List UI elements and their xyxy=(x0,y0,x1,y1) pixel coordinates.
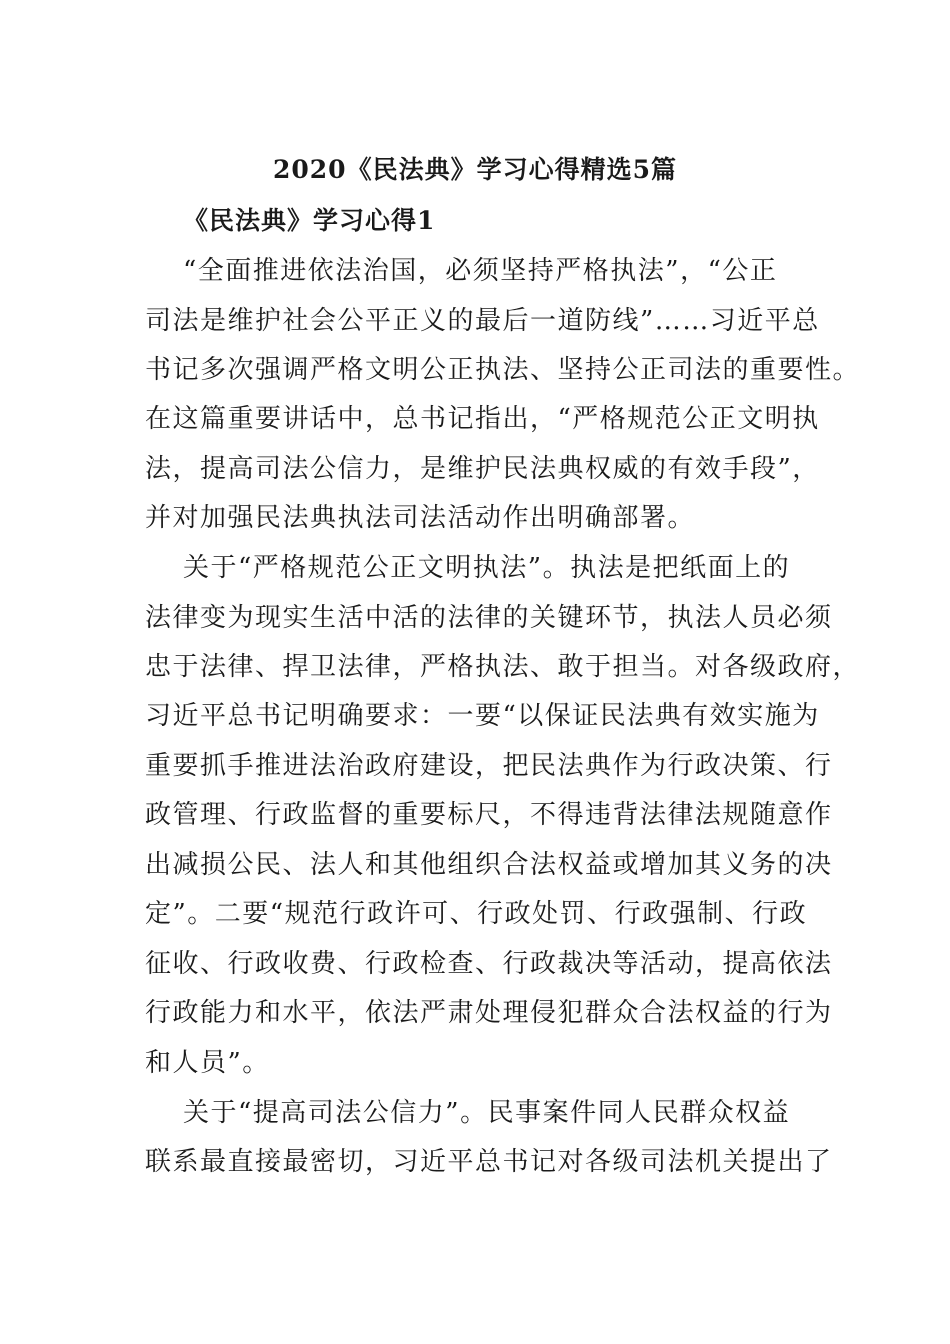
text-line: 和人员”。 xyxy=(145,1048,270,1078)
text-line: 关于“严格规范公正文明执法”。执法是把纸面上的 xyxy=(183,553,791,583)
text-line: 定”。二要“规范行政许可、行政处罚、行政强制、行政 xyxy=(145,899,808,929)
text-line: 忠于法律、捍卫法律，严格执法、敢于担当。对各级政府， xyxy=(145,652,861,682)
text-line: 征收、行政收费、行政检查、行政裁决等活动，提高依法 xyxy=(145,949,833,979)
text-line: 法律变为现实生活中活的法律的关键环节，执法人员必须 xyxy=(145,603,833,633)
section-heading: 《民法典》学习心得1 xyxy=(183,206,436,235)
text-line: 行政能力和水平，依法严肃处理侵犯群众合法权益的行为 xyxy=(145,998,833,1028)
text-line: 书记多次强调严格文明公正执法、坚持公正司法的重要性。 xyxy=(145,355,861,385)
text-line: 习近平总书记明确要求：一要“以保证民法典有效实施为 xyxy=(145,701,820,731)
text-line: 并对加强民法典执法司法活动作出明确部署。 xyxy=(145,503,696,533)
text-line: 出减损公民、法人和其他组织合法权益或增加其义务的决 xyxy=(145,850,833,880)
text-line: 政管理、行政监督的重要标尺，不得违背法律法规随意作 xyxy=(145,800,833,830)
text-line: 法，提高司法公信力，是维护民法典权威的有效手段”， xyxy=(145,454,820,484)
text-line: 重要抓手推进法治政府建设，把民法典作为行政决策、行 xyxy=(145,751,833,781)
text-line: 司法是维护社会公平正义的最后一道防线”……习近平总 xyxy=(145,306,820,336)
text-line: 联系最直接最密切，习近平总书记对各级司法机关提出了 xyxy=(145,1147,833,1177)
text-line: 在这篇重要讲话中，总书记指出，“严格规范公正文明执 xyxy=(145,404,820,434)
document-title: 2020《民法典》学习心得精选5篇 xyxy=(273,155,677,184)
text-line: 关于“提高司法公信力”。民事案件同人民群众权益 xyxy=(183,1098,791,1128)
text-line: “全面推进依法治国，必须坚持严格执法”，“公正 xyxy=(183,256,778,286)
